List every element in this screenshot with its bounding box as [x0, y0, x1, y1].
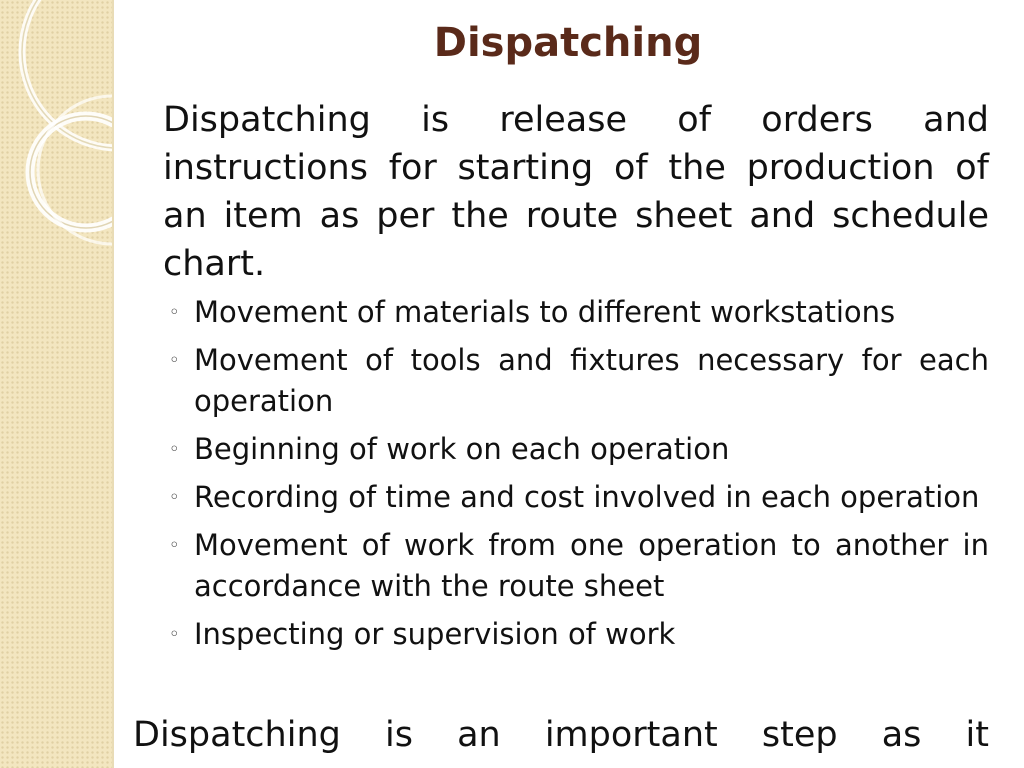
slide-title: Dispatching	[433, 20, 703, 66]
bullet-circle-icon: ◦	[169, 487, 180, 508]
list-item	[163, 292, 989, 333]
list-item-text: Beginning of work on each operation	[194, 432, 730, 466]
list-item-text: Inspecting or supervision of work	[194, 617, 676, 651]
intro-paragraph: Dispatching is release of orders and instructions for starting of the production of an item as per the route sheet and schedule chart.	[163, 100, 989, 284]
bullet-circle-icon: ◦	[169, 624, 180, 645]
bullet-circle-icon: ◦	[169, 350, 180, 371]
outro-paragraph: Dispatching is an important step as it	[133, 715, 989, 755]
bullet-circle-icon: ◦	[169, 535, 180, 556]
list-item-text: Recording of time and cost involved in each operation	[194, 480, 980, 514]
bullet-circle-icon: ◦	[169, 439, 180, 460]
decorative-side-panel	[0, 0, 114, 768]
list-item-text: Movement of materials to different workstations	[194, 295, 896, 329]
list-item	[163, 477, 989, 518]
list-item	[163, 525, 989, 607]
list-item-text: Movement of tools and fixtures necessary for each operation	[194, 343, 989, 418]
list-item	[163, 340, 989, 422]
decorative-circles-icon	[0, 0, 112, 768]
bullet-list	[163, 292, 989, 662]
list-item-text: Movement of work from one operation to another in accordance with the route sheet	[194, 528, 989, 603]
list-item	[163, 614, 989, 655]
bullet-circle-icon: ◦	[169, 302, 180, 323]
list-item	[163, 429, 989, 470]
